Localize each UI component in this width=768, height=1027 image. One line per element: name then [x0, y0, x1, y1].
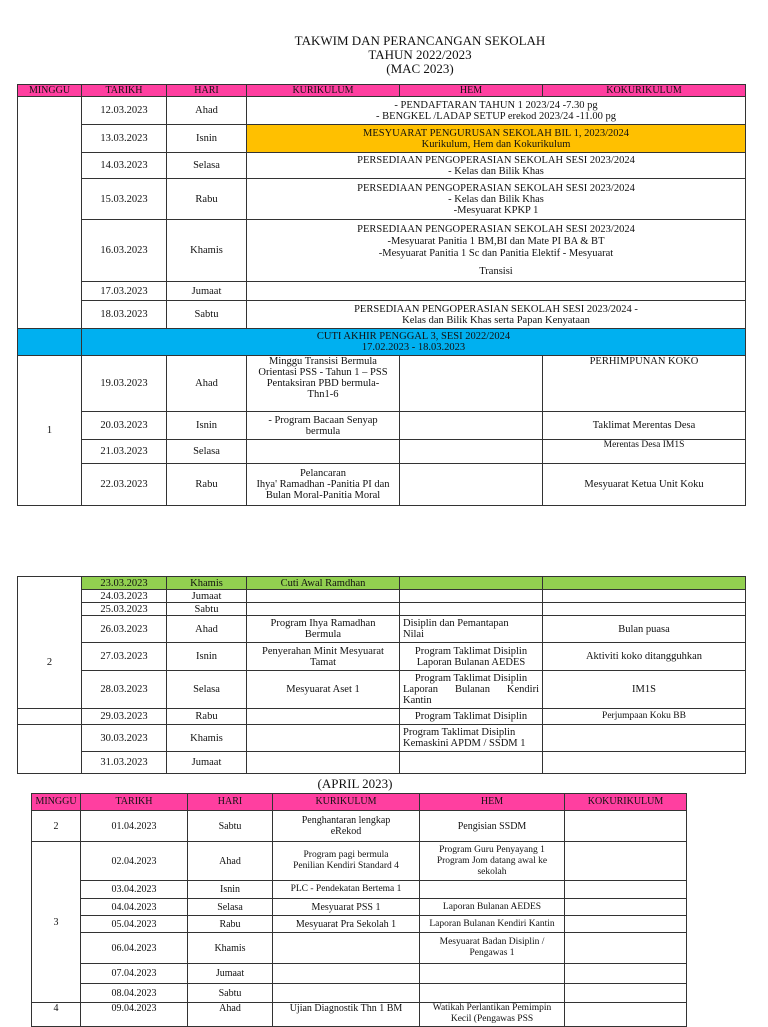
hem-cell	[400, 356, 543, 412]
holiday-dates: 17.02.2023 - 18.03.2023	[361, 342, 466, 353]
title-line-2: TAHUN 2022/2023	[368, 47, 472, 62]
event-cell	[247, 282, 746, 301]
tarikh-cell: 03.04.2023	[81, 881, 188, 899]
tarikh-cell: 09.04.2023	[81, 1003, 188, 1027]
table-row	[32, 881, 687, 899]
table-row	[18, 125, 746, 153]
table-row	[32, 964, 687, 984]
tarikh-cell: 15.03.2023	[82, 179, 167, 220]
kurikulum-cell: Ujian Diagnostik Thn 1 BM	[273, 1003, 420, 1027]
table-row	[18, 671, 746, 709]
tarikh-cell: 14.03.2023	[82, 153, 167, 179]
table-row	[18, 153, 746, 179]
hem-line: Program Taklimat Disiplin	[403, 727, 516, 738]
koko-cell: Perjumpaan Koku BB	[543, 709, 746, 725]
tarikh-cell: 31.03.2023	[82, 752, 167, 774]
header-hem: HEM	[400, 85, 543, 97]
tarikh-cell: 19.03.2023	[82, 356, 167, 412]
koko-cell	[565, 933, 687, 964]
hari-cell: Ahad	[188, 842, 273, 881]
hem-cell	[420, 964, 565, 984]
koko-cell	[543, 603, 746, 616]
tarikh-cell: 28.03.2023	[82, 671, 167, 709]
kurikulum-line: Ihya' Ramadhan -Panitia PI dan	[256, 479, 390, 490]
header-hem: HEM	[420, 794, 565, 811]
hem-cell	[400, 603, 543, 616]
hari-cell: Ahad	[167, 356, 247, 412]
tarikh-cell: 01.04.2023	[81, 811, 188, 842]
kurikulum-cell	[247, 725, 400, 752]
koko-cell	[543, 752, 746, 774]
document-title	[0, 34, 768, 76]
kurikulum-line: Pentaksiran PBD bermula-	[266, 378, 380, 389]
tarikh-cell: 04.04.2023	[81, 899, 188, 916]
tarikh-cell: 12.03.2023	[82, 97, 167, 125]
hari-cell: Isnin	[167, 643, 247, 671]
kurikulum-cell	[247, 616, 400, 643]
table-row	[32, 916, 687, 933]
kurikulum-cell	[273, 964, 420, 984]
hem-cell	[400, 671, 543, 709]
tarikh-cell: 21.03.2023	[82, 440, 167, 464]
table-row	[18, 220, 746, 282]
hem-line: Pengawas 1	[469, 948, 515, 958]
table-row	[18, 577, 746, 590]
hem-line: Program Taklimat Disiplin	[414, 645, 528, 657]
hem-line: Program Jom datang awal ke	[436, 855, 548, 866]
hem-cell	[400, 643, 543, 671]
kurikulum-cell	[247, 643, 400, 671]
hem-line: sekolah	[477, 866, 507, 877]
hari-cell: Ahad	[167, 616, 247, 643]
kurikulum-cell	[273, 933, 420, 964]
tarikh-cell: 05.04.2023	[81, 916, 188, 933]
event-cell	[247, 179, 746, 220]
tarikh-cell: 29.03.2023	[82, 709, 167, 725]
hari-cell: Sabtu	[167, 301, 247, 329]
table-header-row	[18, 85, 746, 97]
tarikh-cell: 08.04.2023	[81, 984, 188, 1003]
holiday-minggu-cell	[18, 329, 82, 356]
event-cell	[247, 97, 746, 125]
event-line: PERSEDIAAN PENGOPERASIAN SEKOLAH SESI 2023/2024 -	[354, 303, 638, 315]
hem-cell: Program Taklimat Disiplin	[400, 709, 543, 725]
kurikulum-line: Penghantaran lengkap	[301, 815, 391, 826]
tarikh-cell: 18.03.2023	[82, 301, 167, 329]
hari-cell: Selasa	[167, 153, 247, 179]
tarikh-cell: 07.04.2023	[81, 964, 188, 984]
hari-cell: Jumaat	[188, 964, 273, 984]
hem-cell	[400, 752, 543, 774]
header-hari: HARI	[167, 85, 247, 97]
hari-cell: Sabtu	[188, 984, 273, 1003]
holiday-title: CUTI AKHIR PENGGAL 3, SESI 2022/2024	[316, 331, 511, 342]
kurikulum-cell: Mesyuarat Pra Sekolah 1	[273, 916, 420, 933]
hari-cell: Jumaat	[167, 590, 247, 603]
hem-cell	[400, 577, 543, 590]
koko-cell	[565, 811, 687, 842]
hem-line: Program Guru Penyayang 1	[439, 844, 545, 855]
kurikulum-cell	[247, 464, 400, 506]
event-line: -Mesyuarat Panitia 1 Sc dan Panitia Elektif - Mesyuarat	[378, 247, 614, 259]
header-kokurikulum: KOKURIKULUM	[543, 85, 746, 97]
hem-cell: Laporan Bulanan AEDES	[420, 899, 565, 916]
table-row	[32, 899, 687, 916]
tarikh-cell: 13.03.2023	[82, 125, 167, 153]
table-row	[18, 282, 746, 301]
march-table-1	[17, 84, 746, 506]
event-cell	[247, 153, 746, 179]
hem-cell: Laporan Bulanan Kendiri Kantin	[420, 916, 565, 933]
hari-cell: Sabtu	[188, 811, 273, 842]
table-row	[18, 590, 746, 603]
table-row	[18, 412, 746, 440]
kurikulum-cell	[247, 709, 400, 725]
hari-cell: Jumaat	[167, 282, 247, 301]
table-header-row	[32, 794, 687, 811]
event-line: Kelas dan Bilik Khas serta Papan Kenyataan	[402, 314, 590, 326]
kurikulum-cell: Cuti Awal Ramdhan	[247, 577, 400, 590]
header-kurikulum: KURIKULUM	[273, 794, 420, 811]
kurikulum-cell	[247, 590, 400, 603]
koko-cell: Aktiviti koko ditangguhkan	[543, 643, 746, 671]
tarikh-cell: 17.03.2023	[82, 282, 167, 301]
hem-line: Watikah Perlantikan Pemimpin	[432, 1003, 552, 1013]
event-line: PERSEDIAAN PENGOPERASIAN SEKOLAH SESI 2023/2024	[357, 223, 635, 235]
kurikulum-cell	[247, 412, 400, 440]
kurikulum-cell	[273, 811, 420, 842]
hem-line: Kantin	[403, 695, 432, 706]
koko-cell	[565, 964, 687, 984]
table-row	[18, 752, 746, 774]
event-cell-highlight	[247, 125, 746, 153]
tarikh-cell: 25.03.2023	[82, 603, 167, 616]
kurikulum-line: Tamat	[309, 656, 337, 668]
tarikh-cell: 23.03.2023	[82, 577, 167, 590]
kurikulum-cell	[247, 752, 400, 774]
minggu-cell: 3	[32, 842, 81, 1003]
minggu-cell: 2	[32, 811, 81, 842]
march-table-2	[17, 576, 746, 774]
hari-cell: Rabu	[167, 179, 247, 220]
koko-cell	[565, 916, 687, 933]
hem-line: Laporan Bulanan AEDES	[416, 656, 526, 668]
koko-cell	[543, 577, 746, 590]
kurikulum-cell: PLC - Pendekatan Bertema 1	[273, 881, 420, 899]
hari-cell: Selasa	[167, 671, 247, 709]
table-row	[18, 616, 746, 643]
hari-cell: Ahad	[167, 97, 247, 125]
header-kokurikulum: KOKURIKULUM	[565, 794, 687, 811]
hem-line: Laporan Bulanan Kendiri	[403, 684, 539, 695]
table-row	[18, 97, 746, 125]
april-table	[31, 793, 687, 1027]
event-line: -Mesyuarat Panitia 1 BM,BI dan Mate PI BA & BT	[387, 235, 605, 247]
kurikulum-line: Program pagi bermula	[303, 850, 389, 860]
kurikulum-line: Orientasi PSS - Tahun 1 – PSS	[258, 367, 388, 378]
hem-cell	[420, 881, 565, 899]
table-row	[32, 933, 687, 964]
hem-cell	[400, 590, 543, 603]
hem-line: Disiplin dan Pemantapan	[403, 618, 509, 629]
kurikulum-line: - Program Bacaan Senyap	[268, 414, 378, 426]
hari-cell: Sabtu	[167, 603, 247, 616]
hari-cell: Khamis	[167, 725, 247, 752]
table-row	[18, 356, 746, 412]
kurikulum-cell: Mesyuarat PSS 1	[273, 899, 420, 916]
tarikh-cell: 22.03.2023	[82, 464, 167, 506]
koko-cell	[543, 590, 746, 603]
koko-cell: Merentas Desa IM1S	[543, 440, 746, 464]
hem-cell	[420, 933, 565, 964]
hem-line: Nilai	[403, 629, 424, 640]
koko-cell: Taklimat Merentas Desa	[543, 412, 746, 440]
koko-cell: PERHIMPUNAN KOKO	[543, 356, 746, 412]
event-line: - PENDAFTARAN TAHUN 1 2023/24 -7.30 pg	[394, 99, 598, 111]
kurikulum-line: Thn1-6	[307, 389, 339, 400]
minggu-cell	[18, 725, 82, 774]
minggu-cell	[18, 97, 82, 329]
kurikulum-cell	[247, 440, 400, 464]
header-minggu: MINGGU	[32, 794, 81, 811]
hem-cell	[400, 464, 543, 506]
header-tarikh: TARIKH	[82, 85, 167, 97]
hem-cell	[400, 725, 543, 752]
koko-cell	[543, 725, 746, 752]
hari-cell: Isnin	[167, 125, 247, 153]
table-row	[18, 725, 746, 752]
koko-cell	[565, 842, 687, 881]
hari-cell: Jumaat	[167, 752, 247, 774]
tarikh-cell: 26.03.2023	[82, 616, 167, 643]
event-line: MESYUARAT PENGURUSAN SEKOLAH BIL 1, 2023/2024	[362, 127, 630, 139]
april-title: (APRIL 2023)	[317, 776, 393, 791]
koko-cell	[565, 984, 687, 1003]
hem-cell	[400, 412, 543, 440]
kurikulum-line: Penyerahan Minit Mesyuarat	[262, 645, 384, 657]
koko-cell	[565, 899, 687, 916]
table-row	[32, 984, 687, 1003]
tarikh-cell: 27.03.2023	[82, 643, 167, 671]
koko-cell: Mesyuarat Ketua Unit Koku	[543, 464, 746, 506]
kurikulum-cell	[273, 984, 420, 1003]
koko-cell	[565, 881, 687, 899]
hari-cell: Khamis	[167, 577, 247, 590]
hari-cell: Rabu	[167, 709, 247, 725]
kurikulum-cell: Mesyuarat Aset 1	[247, 671, 400, 709]
holiday-row	[18, 329, 746, 356]
koko-cell: Bulan puasa	[543, 616, 746, 643]
kurikulum-line: Minggu Transisi Bermula	[269, 356, 377, 367]
hem-cell: Pengisian SSDM	[420, 811, 565, 842]
hem-line: Program Taklimat Disiplin	[414, 673, 528, 684]
minggu-cell	[18, 709, 82, 725]
hari-cell: Ahad	[188, 1003, 273, 1027]
table-row	[18, 603, 746, 616]
table-row	[18, 643, 746, 671]
tarikh-cell: 02.04.2023	[81, 842, 188, 881]
hem-line: Kemaskini APDM / SSDM 1	[403, 738, 526, 749]
event-line: - Kelas dan Bilik Khas	[448, 193, 544, 205]
header-kurikulum: KURIKULUM	[247, 85, 400, 97]
event-line: Kurikulum, Hem dan Kokurikulum	[421, 138, 571, 150]
header-hari: HARI	[188, 794, 273, 811]
event-line: -Mesyuarat KPKP 1	[453, 204, 539, 216]
hari-cell: Selasa	[167, 440, 247, 464]
hem-cell	[400, 616, 543, 643]
hem-cell	[420, 842, 565, 881]
table-row	[18, 440, 746, 464]
minggu-cell: 2	[18, 577, 82, 709]
header-tarikh: TARIKH	[81, 794, 188, 811]
hari-cell: Isnin	[167, 412, 247, 440]
event-cell	[247, 220, 746, 282]
table-row	[32, 842, 687, 881]
kurikulum-line: Program Ihya Ramadhan	[270, 618, 376, 629]
event-line: - BENGKEL /LADAP SETUP erekod 2023/24 -11.00 pg	[376, 110, 616, 122]
event-line: PERSEDIAAN PENGOPERASIAN SEKOLAH SESI 2023/2024	[357, 182, 635, 194]
kurikulum-line: Bulan Moral-Panitia Moral	[265, 490, 381, 501]
table-row	[18, 709, 746, 725]
minggu-cell: 1	[18, 356, 82, 506]
holiday-banner	[82, 329, 746, 356]
hem-cell	[400, 440, 543, 464]
tarikh-cell: 24.03.2023	[82, 590, 167, 603]
table-row	[18, 179, 746, 220]
hari-cell: Selasa	[188, 899, 273, 916]
kurikulum-line: Penilian Kendiri Standard 4	[293, 861, 399, 871]
hari-cell: Khamis	[167, 220, 247, 282]
hari-cell: Isnin	[188, 881, 273, 899]
koko-cell: IM1S	[543, 671, 746, 709]
table-row	[32, 1003, 687, 1027]
table-row	[18, 464, 746, 506]
table-row	[18, 301, 746, 329]
kurikulum-line: eRekod	[330, 826, 362, 837]
tarikh-cell: 06.04.2023	[81, 933, 188, 964]
title-line-3: (MAC 2023)	[386, 61, 454, 76]
koko-cell	[565, 1003, 687, 1027]
kurikulum-line: Pelancaran	[299, 468, 347, 479]
title-line-1: TAKWIM DAN PERANCANGAN SEKOLAH	[294, 33, 546, 48]
table-row	[32, 811, 687, 842]
event-cell	[247, 301, 746, 329]
event-line: Transisi	[479, 265, 513, 277]
hem-cell	[420, 984, 565, 1003]
hem-cell	[420, 1003, 565, 1027]
minggu-cell: 4	[32, 1003, 81, 1027]
event-line: PERSEDIAAN PENGOPERASIAN SEKOLAH SESI 2023/2024	[357, 154, 635, 166]
kurikulum-cell	[247, 356, 400, 412]
hari-cell: Rabu	[167, 464, 247, 506]
hari-cell: Khamis	[188, 933, 273, 964]
event-line: - Kelas dan Bilik Khas	[448, 165, 544, 177]
hem-line: Kecil (Pengawas PSS	[450, 1014, 534, 1024]
tarikh-cell: 16.03.2023	[82, 220, 167, 282]
kurikulum-line: bermula	[305, 425, 341, 437]
tarikh-cell: 30.03.2023	[82, 725, 167, 752]
hem-line: Mesyuarat Badan Disiplin /	[439, 937, 545, 947]
kurikulum-line: Bermula	[304, 629, 342, 640]
header-minggu: MINGGU	[18, 85, 82, 97]
kurikulum-cell	[273, 842, 420, 881]
tarikh-cell: 20.03.2023	[82, 412, 167, 440]
kurikulum-cell	[247, 603, 400, 616]
hari-cell: Rabu	[188, 916, 273, 933]
